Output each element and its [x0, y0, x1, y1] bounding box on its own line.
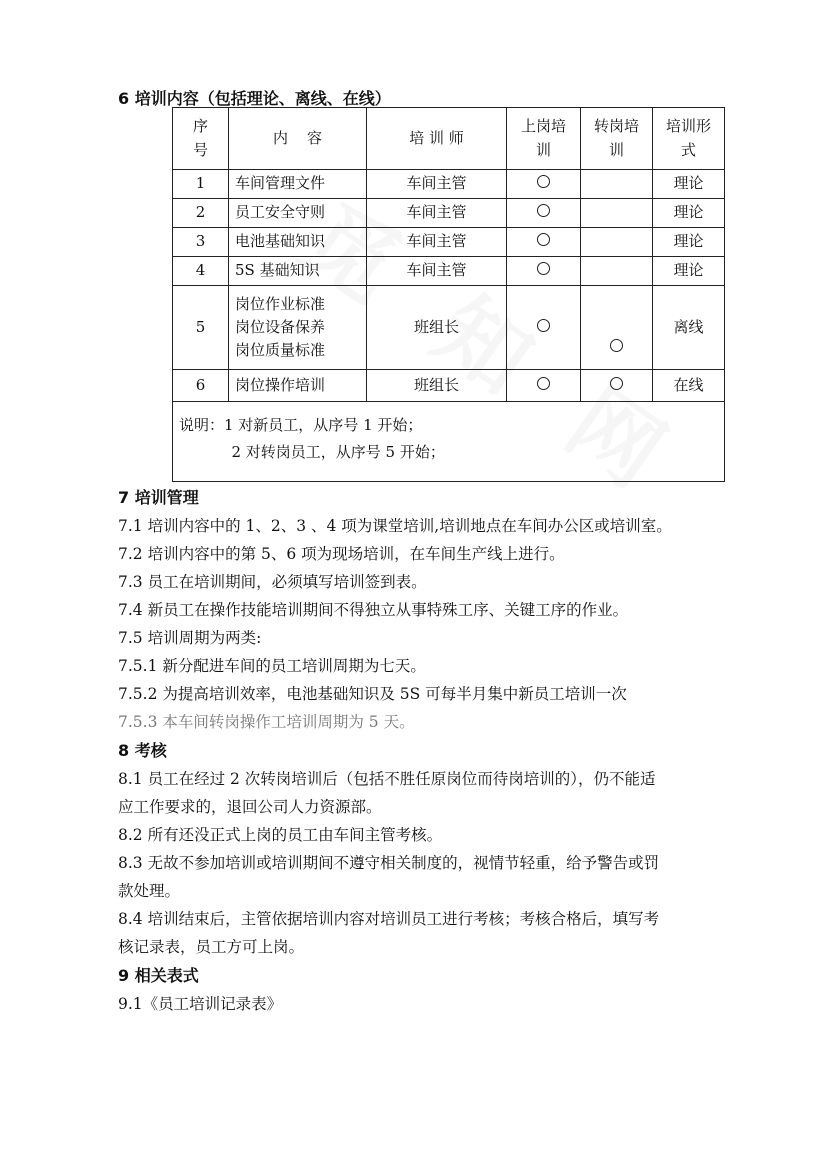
paragraph-line: 款处理。 [118, 882, 181, 900]
paragraph-line: 8.4 培训结束后，主管依据培训内容对培训员工进行考核；考核合格后，填写考 [118, 910, 660, 928]
table-header-row [173, 108, 725, 170]
table-note: 说明：1 对新员工，从序号 1 开始； 2 对转岗员工，从序号 5 开始； [173, 402, 725, 482]
paragraph-line: 8.1 员工在经过 2 次转岗培训后（包括不胜任原岗位而待岗培训的），仍不能适 [118, 770, 656, 788]
cell-content: 岗位作业标准 岗位设备保养 岗位质量标准 [229, 286, 367, 370]
cell-onboard [507, 228, 581, 257]
table-row [173, 370, 725, 402]
circle-mark-icon [537, 262, 550, 275]
header-trainer: 培 训 师 [367, 108, 507, 170]
cell-no: 3 [173, 228, 229, 257]
cell-trainer: 车间主管 [367, 257, 507, 286]
section-6-title: 6 培训内容（包括理论、离线、在线） [118, 89, 391, 108]
paragraph-line: 7.5.1 新分配进车间的员工培训周期为七天。 [118, 657, 426, 675]
cell-no: 4 [173, 257, 229, 286]
cell-content: 电池基础知识 [229, 228, 367, 257]
cell-onboard [507, 286, 581, 370]
cell-transfer [581, 286, 653, 370]
cell-trainer: 车间主管 [367, 170, 507, 199]
paragraph-line: 7.3 员工在培训期间，必须填写培训签到表。 [118, 573, 427, 591]
paragraph-line: 7.5.2 为提高培训效率，电池基础知识及 5S 可每半月集中新员工培训一次 [118, 685, 627, 703]
paragraph-line: 核记录表，员工方可上岗。 [118, 938, 305, 956]
cell-trainer: 班组长 [367, 370, 507, 402]
cell-form: 理论 [653, 257, 725, 286]
paragraph-line: 8.3 无故不参加培训或培训期间不遵守相关制度的，视情节轻重，给予警告或罚 [118, 854, 660, 872]
circle-mark-icon [610, 377, 623, 390]
header-form: 培训形 式 [653, 108, 725, 170]
header-content: 内 容 [229, 108, 367, 170]
circle-mark-icon [537, 204, 550, 217]
cell-trainer: 车间主管 [367, 228, 507, 257]
circle-mark-icon [537, 319, 550, 332]
paragraph-line: 应工作要求的，退回公司人力资源部。 [118, 798, 382, 816]
header-no: 序 号 [173, 108, 229, 170]
table-row [173, 228, 725, 257]
cell-form: 在线 [653, 370, 725, 402]
section-8-title: 8 考核 [118, 741, 167, 760]
paragraph-line: 8.2 所有还没正式上岗的员工由车间主管考核。 [118, 826, 443, 844]
table-row [173, 199, 725, 228]
cell-no: 1 [173, 170, 229, 199]
circle-mark-icon [537, 233, 550, 246]
training-content-table [172, 107, 725, 482]
cell-form: 理论 [653, 199, 725, 228]
cell-content: 员工安全守则 [229, 199, 367, 228]
cell-onboard [507, 170, 581, 199]
cell-form: 理论 [653, 170, 725, 199]
paragraph-line: 7.2 培训内容中的第 5、6 项为现场培训，在车间生产线上进行。 [118, 545, 565, 563]
paragraph-line: 7.4 新员工在操作技能培训期间不得独立从事特殊工序、关键工序的作业。 [118, 601, 629, 619]
cell-transfer [581, 170, 653, 199]
cell-trainer: 车间主管 [367, 199, 507, 228]
table-row [173, 170, 725, 199]
cell-content: 车间管理文件 [229, 170, 367, 199]
circle-mark-icon [537, 175, 550, 188]
cell-onboard [507, 257, 581, 286]
circle-mark-icon [537, 377, 550, 390]
cell-content: 岗位操作培训 [229, 370, 367, 402]
paragraph-line: 7.5.3 本车间转岗操作工培训周期为 5 天。 [118, 713, 415, 731]
cell-trainer: 班组长 [367, 286, 507, 370]
cell-form: 理论 [653, 228, 725, 257]
header-transfer: 转岗培 训 [581, 108, 653, 170]
cell-form: 离线 [653, 286, 725, 370]
cell-transfer [581, 257, 653, 286]
cell-no: 5 [173, 286, 229, 370]
table-row [173, 286, 725, 370]
paragraph-line: 9.1《员工培训记录表》 [118, 995, 283, 1013]
cell-no: 2 [173, 199, 229, 228]
cell-content: 5S 基础知识 [229, 257, 367, 286]
paragraph-line: 7.5 培训周期为两类: [118, 629, 262, 647]
cell-no: 6 [173, 370, 229, 402]
cell-transfer [581, 199, 653, 228]
cell-transfer [581, 228, 653, 257]
cell-onboard [507, 370, 581, 402]
cell-transfer [581, 370, 653, 402]
circle-mark-icon [610, 339, 623, 352]
table-note-row [173, 402, 725, 482]
header-onboard: 上岗培 训 [507, 108, 581, 170]
table-row [173, 257, 725, 286]
cell-onboard [507, 199, 581, 228]
paragraph-line: 7.1 培训内容中的 1、2、3 、4 项为课堂培训,培训地点在车间办公区或培训室。 [118, 517, 672, 535]
section-7-title: 7 培训管理 [118, 488, 199, 507]
section-9-title: 9 相关表式 [118, 966, 199, 985]
